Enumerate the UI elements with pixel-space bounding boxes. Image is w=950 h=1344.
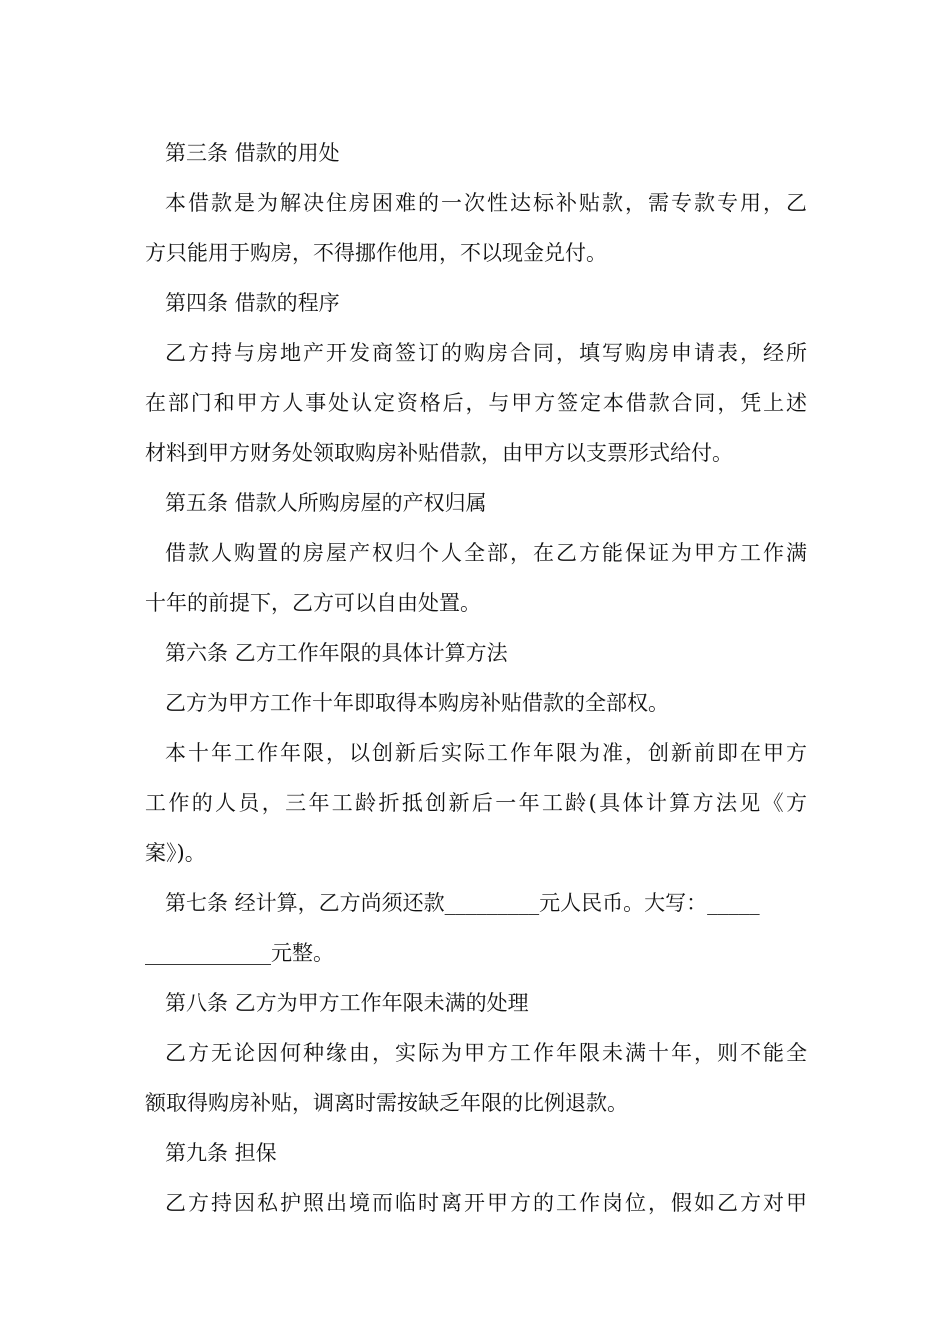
text-line: 第八条 乙方为甲方工作年限未满的处理 [165, 991, 529, 1015]
text-line: ____________元整。 [145, 941, 334, 965]
text-line: 在部门和甲方人事处认定资格后，与甲方签定本借款合同，凭上述 [145, 391, 807, 415]
text-line: 方只能用于购房，不得挪作他用，不以现金兑付。 [145, 241, 607, 265]
text-line: 乙方持与房地产开发商签订的购房合同，填写购房申请表，经所 [165, 341, 807, 365]
text-line: 借款人购置的房屋产权归个人全部，在乙方能保证为甲方工作满 [165, 541, 807, 565]
text-line: 第九条 担保 [165, 1141, 277, 1165]
text-line: 工作的人员，三年工龄折抵创新后一年工龄(具体计算方法见《方 [145, 791, 807, 815]
text-line: 本十年工作年限，以创新后实际工作年限为准，创新前即在甲方 [165, 741, 807, 765]
text-line: 第三条 借款的用处 [165, 141, 340, 165]
text-line: 第五条 借款人所购房屋的产权归属 [165, 491, 487, 515]
text-line: 材料到甲方财务处领取购房补贴借款，由甲方以支票形式给付。 [145, 441, 733, 465]
text-line: 第七条 经计算，乙方尚须还款_________元人民币。大写：_____ [165, 891, 760, 915]
contract-page [145, 128, 807, 1228]
text-line: 本借款是为解决住房困难的一次性达标补贴款，需专款专用，乙 [165, 191, 807, 215]
text-line: 第六条 乙方工作年限的具体计算方法 [165, 641, 508, 665]
text-line: 第四条 借款的程序 [165, 291, 340, 315]
text-line: 额取得购房补贴，调离时需按缺乏年限的比例退款。 [145, 1091, 628, 1115]
text-line: 乙方为甲方工作十年即取得本购房补贴借款的全部权。 [165, 691, 669, 715]
text-line: 案》)。 [145, 841, 206, 865]
text-line: 乙方无论因何种缘由，实际为甲方工作年限未满十年，则不能全 [165, 1041, 807, 1065]
text-line: 乙方持因私护照出境而临时离开甲方的工作岗位，假如乙方对甲 [165, 1191, 807, 1215]
text-line: 十年的前提下，乙方可以自由处置。 [145, 591, 481, 615]
